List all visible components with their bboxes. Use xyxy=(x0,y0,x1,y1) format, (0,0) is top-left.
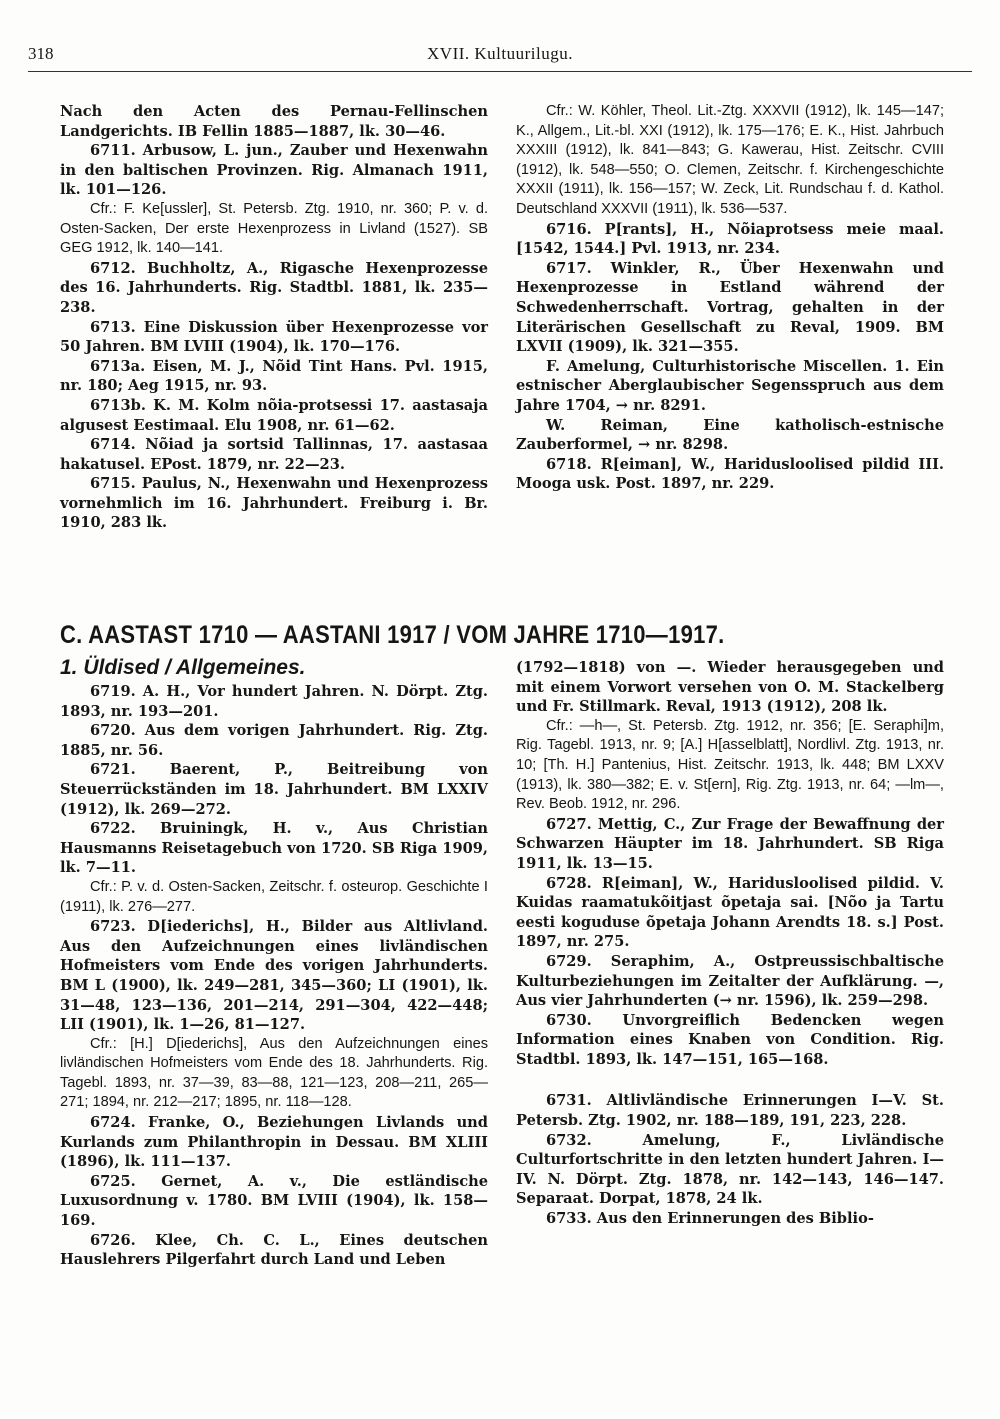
bibliography-entry: 6718. R[eiman], W., Haridusloolised pildid III. Mooga usk. Post. 1897, nr. 229. xyxy=(516,455,944,493)
header-rule xyxy=(28,71,972,72)
bibliography-entry: W. Reiman, Eine katholisch-estnische Zauberformel, → nr. 8298. xyxy=(516,416,944,454)
bibliography-entry: 6726. Klee, Ch. C. L., Eines deutschen Hauslehrers Pilgerfahrt durch Land und Leben xyxy=(60,1231,488,1269)
column-top-right xyxy=(516,102,944,494)
bibliography-entry: 6713b. K. M. Kolm nõia-protsessi 17. aastasaja algusest Eestimaal. Elu 1908, nr. 61—62. xyxy=(60,396,488,434)
section-heading: C. AASTAST 1710 — AASTANI 1917 / VOM JAHRE 1710—1917. xyxy=(60,621,725,649)
review-reference: Cfr.: P. v. d. Osten-Sacken, Zeitschr. f. osteurop. Geschichte I (1911), lk. 276—277. xyxy=(60,878,488,915)
bibliography-entry: 6711. Arbusow, L. jun., Zauber und Hexenwahn in den baltischen Provinzen. Rig. Almanach 1911, lk. 101—126. xyxy=(60,142,488,199)
column-bottom-right xyxy=(516,658,944,1229)
bibliography-entry: 6713a. Eisen, M. J., Nõid Tint Hans. Pvl. 1915, nr. 180; Aeg 1915, nr. 93. xyxy=(60,357,488,395)
bibliography-entry: 6733. Aus den Erinnerungen des Biblio- xyxy=(546,1210,874,1228)
bibliography-entry: 6728. R[eiman], W., Haridusloolised pildid. V. Kuidas raamatukõitjast õpetaja sai. [Nõo ja Tartu eesti koguduse õpetaja Johann Arendts 18. s.] Post. 1897, nr. 275. xyxy=(516,874,944,951)
bibliography-entry: 6731. Altlivländische Erinnerungen I—V. St. Petersb. Ztg. 1902, nr. 188—189, 191, 223, 228. xyxy=(516,1092,944,1130)
running-header xyxy=(28,44,972,70)
bibliography-entry: 6724. Franke, O., Beziehungen Livlands und Kurlands zum Philanthropin in Dessau. BM XLIII (1896), lk. 111—137. xyxy=(60,1114,488,1171)
bibliography-entry: 6719. A. H., Vor hundert Jahren. N. Dörpt. Ztg. 1893, nr. 193—201. xyxy=(60,683,488,720)
bibliography-entry: 6717. Winkler, R., Über Hexenwahn und Hexenprozesse in Estland während der Schwedenherrschaft. Vortrag, gehalten in der Literärischen Gesellschaft zu Reval, 1909. BM LXVII (1909), lk. 321—355. xyxy=(516,259,944,356)
subsection-heading: 1. Üldised / Allgemeines. xyxy=(60,656,306,679)
bibliography-entry: 6727. Mettig, C., Zur Frage der Bewaffnung der Schwarzen Häupter im 18. Jahrhundert. SB Riga 1911, lk. 13—15. xyxy=(516,815,944,872)
bibliography-entry: 6714. Nõiad ja sortsid Tallinnas, 17. aastasaa hakatusel. EPost. 1879, nr. 22—23. xyxy=(60,436,488,473)
bibliography-entry: 6713. Eine Diskussion über Hexenprozesse vor 50 Jahren. BM LVIII (1904), lk. 170—176. xyxy=(60,318,488,356)
review-reference: Cfr.: —h—, St. Petersb. Ztg. 1912, nr. 356; [E. Seraphi]m, Rig. Tagebl. 1913, nr. 9; [A.] H[asselblatt], Nordlivl. Ztg. 1913, nr. 10; [Th. H.] Pantenius, Hist. Zeitschr. 1913, lk. 448; BM LXXV (1913), lk. 380—382; E. v. St[ern], Rig. Ztg. 1913, nr. 64; —lm—, Rev. Beob. 1912, nr. 296. xyxy=(516,717,944,813)
bibliography-entry: 6712. Buchholtz, A., Rigasche Hexenprozesse des 16. Jahrhunderts. Rig. Stadtbl. 1881, lk. 235—238. xyxy=(60,259,488,316)
bibliography-entry: 6722. Bruiningk, H. v., Aus Christian Hausmanns Reisetagebuch von 1720. SB Riga 1909, lk. 7—11. xyxy=(60,820,488,877)
bibliography-entry: 6723. D[iederichs], H., Bilder aus Altlivland. Aus den Aufzeichnungen eines livländischen Hofmeisters vom Ende des vorigen Jahrhunderts. BM L (1900), lk. 249—281, 345—360; LI (1901), lk. 31—48, 123—136, 201—214, 291—304, 422—448; LII (1901), lk. 1—26, 81—127. xyxy=(60,918,488,1034)
bibliography-entry: Nach den Acten des Pernau-Fellinschen Landgerichts. IB Fellin 1885—1887, lk. 30—46. xyxy=(60,103,488,140)
review-reference: Cfr.: [H.] D[iederichs], Aus den Aufzeichnungen eines livländischen Hofmeisters vom Ende des 18. Jahrhunderts. Rig. Tagebl. 1893, nr. 37—39, 83—88, 121—123, 208—211, 265—271; 1894, nr. 212—217; 1895, nr. 118—128. xyxy=(60,1035,488,1111)
bibliography-entry: 6730. Unvorgreiflich Bedencken wegen Information eines Knaben von Condition. Rig. Stadtbl. 1893, lk. 147—151, 165—168. xyxy=(516,1011,944,1068)
bibliography-entry: 6732. Amelung, F., Livländische Culturfortschritte in den letzten hundert Jahren. I—IV. N. Dörpt. Ztg. 1878, nr. 142—143, 146—147. Separaat. Dorpat, 1878, 24 lk. xyxy=(516,1131,944,1208)
review-reference: Cfr.: F. Ke[ussler], St. Petersb. Ztg. 1910, nr. 360; P. v. d. Osten-Sacken, Der erste Hexenprozess in Livland (1527). SB GEG 1912, lk. 140—141. xyxy=(60,200,488,257)
bibliography-entry: 6729. Seraphim, A., Ostpreussischbaltische Kulturbeziehungen im Zeitalter der Aufklärung. —, Aus vier Jahrhunderten (→ nr. 1596), lk. 259—298. xyxy=(516,952,944,1010)
review-reference: Cfr.: W. Köhler, Theol. Lit.-Ztg. XXXVII (1912), lk. 145—147; K., Allgem., Lit.-bl. XXI (1912), lk. 175—176; E. K., Hist. Jahrbuch XXXIII (1912), lk. 841—843; G. Kawerau, Hist. Zeitschr. CVIII (1912), lk. 548—550; O. Clemen, Zeitschr. f. Kirchengeschichte XXXII (1911), lk. 156—157; W. Zeck, Lit. Rundschau f. d. Kathol. Deutschland XXXVII (1911), lk. 536—537. xyxy=(516,103,944,217)
bibliography-entry: 6716. P[rants], H., Nõiaprotsess meie maal. [1542, 1544.] Pvl. 1913, nr. 234. xyxy=(516,220,944,258)
bibliography-entry: F. Amelung, Culturhistorische Miscellen. 1. Ein estnischer Aberglaubischer Segensspruch aus dem Jahre 1704, → nr. 8291. xyxy=(516,357,944,414)
bibliography-entry: (1792—1818) von —. Wieder herausgegeben und mit einem Vorwort versehen von O. M. Stackelberg und Fr. Stillmark. Reval, 1913 (1912), 208 lk. xyxy=(516,659,944,716)
column-bottom-left xyxy=(60,682,488,1270)
page-number: 318 xyxy=(28,44,54,63)
running-title: XVII. Kultuurilugu. xyxy=(427,44,573,63)
bibliography-entry: 6715. Paulus, N., Hexenwahn und Hexenprozess vornehmlich im 16. Jahrhundert. Freiburg i. Br. 1910, 283 lk. xyxy=(60,475,488,532)
bibliography-entry: 6725. Gernet, A. v., Die estländische Luxusordnung v. 1780. BM LVIII (1904), lk. 158—169. xyxy=(60,1172,488,1230)
bibliography-entry: 6720. Aus dem vorigen Jahrhundert. Rig. Ztg. 1885, nr. 56. xyxy=(60,722,488,759)
column-top-left xyxy=(60,102,488,533)
bibliography-entry: 6721. Baerent, P., Beitreibung von Steuerrückständen im 18. Jahrhundert. BM LXXIV (1912), lk. 269—272. xyxy=(60,761,488,818)
